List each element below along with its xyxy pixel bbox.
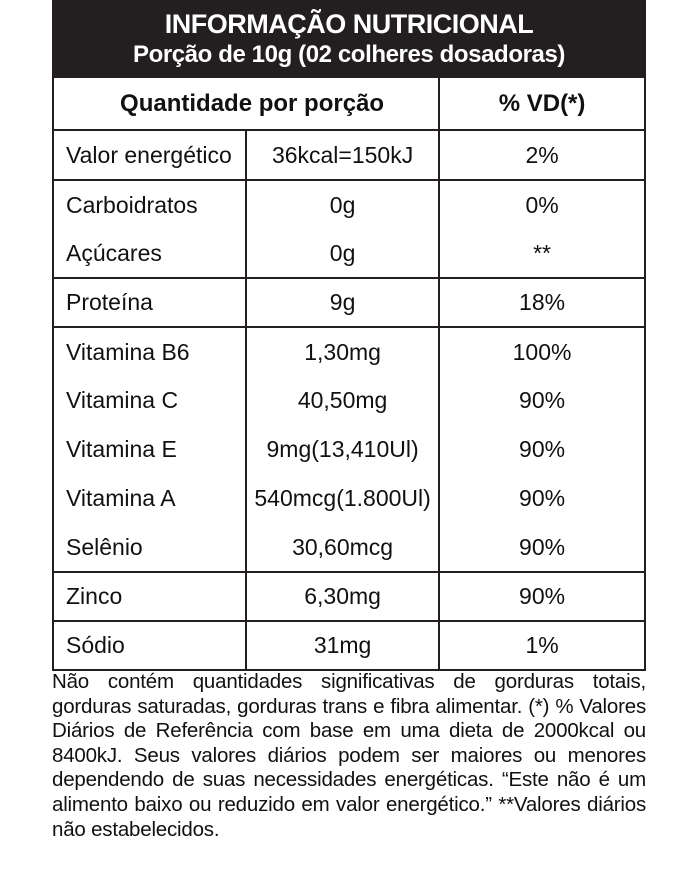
table-row [53,327,645,376]
nutrient-amount: 36kcal=150kJ [246,130,439,180]
nutrient-name: Proteína [53,278,246,327]
nutrient-name: Sódio [53,621,246,670]
nutrient-name: Carboidratos [53,180,246,229]
nutrient-name: Vitamina B6 [53,327,246,376]
column-header-quantity: Quantidade por porção [53,78,439,130]
nutrient-vd: 0% [439,180,645,229]
nutrient-amount: 0g [246,180,439,229]
column-header-vd: % VD(*) [439,78,645,130]
nutrient-name: Zinco [53,572,246,621]
nutrient-name: Vitamina A [53,474,246,523]
nutrient-amount: 40,50mg [246,376,439,425]
table-row [53,130,645,180]
nutrient-name: Açúcares [53,229,246,278]
nutrient-amount: 9g [246,278,439,327]
label-title: INFORMAÇÃO NUTRICIONAL [164,9,534,39]
nutrient-name: Vitamina C [53,376,246,425]
table-row [53,229,645,278]
table-row [53,425,645,474]
nutrient-amount: 1,30mg [246,327,439,376]
table-row [53,278,645,327]
nutrient-amount: 6,30mg [246,572,439,621]
table-row [53,621,645,670]
table-row [53,180,645,229]
nutrient-vd: 90% [439,425,645,474]
nutrient-name: Selênio [53,523,246,572]
nutrient-name: Vitamina E [53,425,246,474]
nutrient-vd: 1% [439,621,645,670]
nutrient-vd: ** [439,229,645,278]
serving-size: Porção de 10g (02 colheres dosadoras) [132,41,566,68]
footnote [52,670,646,842]
nutrient-vd: 2% [439,130,645,180]
nutrient-amount: 31mg [246,621,439,670]
table-header-row [53,78,645,130]
table-row [53,572,645,621]
label-header [52,0,646,78]
nutrient-amount: 30,60mcg [246,523,439,572]
nutrient-vd: 90% [439,474,645,523]
nutrient-vd: 90% [439,523,645,572]
nutrient-name: Valor energético [53,130,246,180]
nutrient-vd: 90% [439,376,645,425]
footnote-text: Não contém quantidades significativas de gorduras totais, gorduras saturadas, gorduras trans e fibra alimentar. (*) % Valores Diários de Referência com base em uma dieta de 2000kcal ou 8400kJ. Seus valores diários podem ser maiores ou menores dependendo de suas necessidades energéticas. “Este não é um alimento baixo ou reduzido em valor energético.” **Valores diários não estabelecidos. [52,670,646,841]
table-row [53,474,645,523]
nutrient-amount: 9mg(13,410Ul) [246,425,439,474]
nutrient-vd: 100% [439,327,645,376]
table-row [53,523,645,572]
nutrient-amount: 540mcg(1.800Ul) [246,474,439,523]
nutrient-amount: 0g [246,229,439,278]
nutrition-table [52,78,646,671]
table-row [53,376,645,425]
nutrient-vd: 90% [439,572,645,621]
nutrient-vd: 18% [439,278,645,327]
nutrition-facts-label [52,0,646,671]
